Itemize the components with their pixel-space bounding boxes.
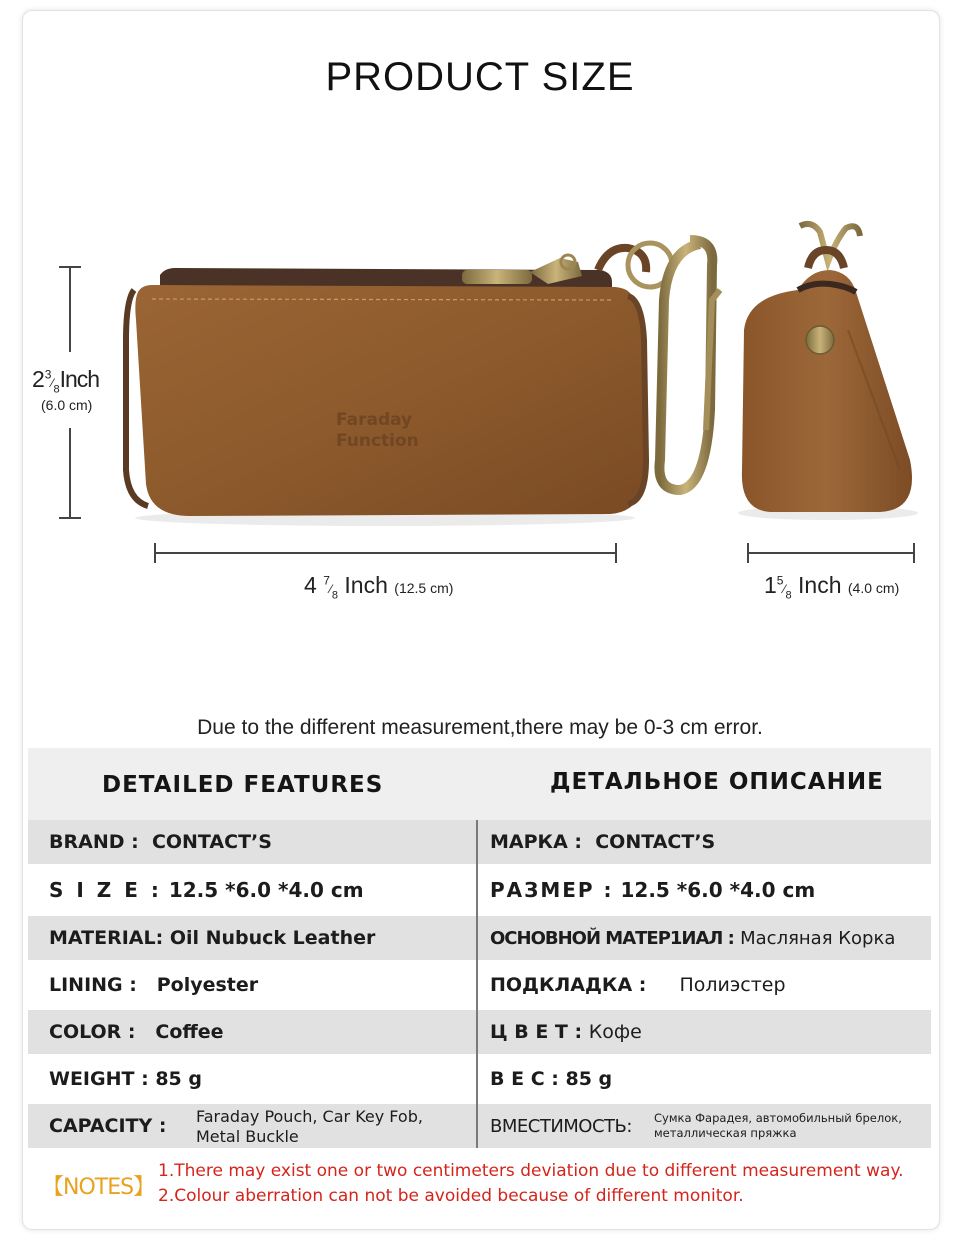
lining-value: Polyester bbox=[156, 974, 259, 996]
table-row bbox=[28, 916, 931, 960]
notes-line-1: 1.There may exist one or two centimeters deviation due to different measurement way. bbox=[158, 1161, 904, 1181]
pouch-front-view bbox=[126, 240, 720, 526]
lining-label-ru: ПОДКЛАДКА : bbox=[490, 974, 647, 996]
features-table bbox=[28, 748, 931, 1148]
svg-text:Function: Function bbox=[336, 431, 419, 451]
brand-value-ru: CONTACT’S bbox=[595, 831, 716, 853]
table-row bbox=[28, 1054, 931, 1104]
brand-value: CONTACT’S bbox=[151, 831, 272, 853]
width-label: 4 $^7⁄_8$ Inch (12.5 cm) bbox=[304, 572, 454, 602]
features-header-en: DETAILED FEATURES bbox=[102, 772, 384, 798]
material-value: Oil Nubuck Leather bbox=[169, 927, 376, 949]
capacity-value-ru-line1: Сумка Фарадея, автомобильный брелок, bbox=[654, 1111, 902, 1125]
size-label: S I Z E : bbox=[49, 878, 162, 902]
height-label: $2^3⁄_8Inch$ bbox=[32, 366, 100, 396]
table-row bbox=[28, 960, 931, 1010]
depth-dimension-line bbox=[748, 543, 914, 563]
notes-line-2: 2.Colour aberration can not be avoided because of different monitor. bbox=[158, 1186, 744, 1206]
column-divider bbox=[476, 820, 478, 1148]
color-value-ru: Кофе bbox=[588, 1021, 642, 1043]
pouch-side-view bbox=[738, 224, 918, 520]
material-label: MATERIAL: bbox=[49, 927, 164, 949]
features-header-ru: ДЕТАЛЬНОЕ ОПИСАНИЕ bbox=[550, 769, 884, 795]
capacity-label-ru: ВМЕСТИМОСТЬ: bbox=[490, 1115, 632, 1137]
notes-section bbox=[28, 1150, 931, 1218]
weight-label: WEIGHT : bbox=[49, 1068, 149, 1090]
svg-text:Faraday: Faraday bbox=[336, 410, 413, 430]
brand-label-ru: МАРКА : bbox=[490, 831, 582, 853]
size-label-ru: РАЗМЕР : bbox=[490, 878, 614, 902]
features-header bbox=[28, 748, 931, 820]
size-value-ru: 12.5 *6.0 *4.0 cm bbox=[620, 878, 816, 902]
weight-value: 85 g bbox=[155, 1068, 202, 1090]
height-metric: (6.0 cm) bbox=[41, 397, 93, 413]
color-value: Coffee bbox=[155, 1021, 224, 1043]
width-dimension-line bbox=[155, 543, 616, 563]
lining-label: LINING : bbox=[49, 974, 137, 996]
capacity-value-ru-line2: металлическая пряжка bbox=[654, 1126, 797, 1140]
table-row bbox=[28, 864, 931, 916]
lining-value-ru: Полиэстер bbox=[679, 974, 786, 996]
material-label-ru: ОСНОВНОЙ МАТЕР1ИАЛ : bbox=[490, 927, 734, 949]
brand-label: BRAND : bbox=[49, 831, 139, 853]
measurement-note: Due to the different measurement,there may be 0-3 cm error. bbox=[197, 716, 763, 739]
weight-label-ru: В Е С : bbox=[490, 1068, 559, 1090]
page-title: PRODUCT SIZE bbox=[325, 55, 635, 99]
depth-label: $1^5⁄_8$ Inch (4.0 cm) bbox=[764, 572, 900, 602]
material-value-ru: Масляная Корка bbox=[740, 927, 896, 949]
table-row bbox=[28, 1010, 931, 1054]
color-label-ru: Ц В Е Т : bbox=[490, 1021, 583, 1043]
size-value: 12.5 *6.0 *4.0 cm bbox=[168, 878, 364, 902]
notes-tag: 【NOTES】 bbox=[42, 1175, 155, 1200]
table-row bbox=[28, 820, 931, 864]
capacity-label: CAPACITY : bbox=[49, 1115, 167, 1137]
capacity-value-line2: Metal Buckle bbox=[196, 1127, 299, 1146]
weight-value-ru: 85 g bbox=[565, 1068, 613, 1090]
capacity-value-line1: Faraday Pouch, Car Key Fob, bbox=[196, 1107, 423, 1126]
color-label: COLOR : bbox=[49, 1021, 136, 1043]
table-row bbox=[28, 1104, 931, 1148]
